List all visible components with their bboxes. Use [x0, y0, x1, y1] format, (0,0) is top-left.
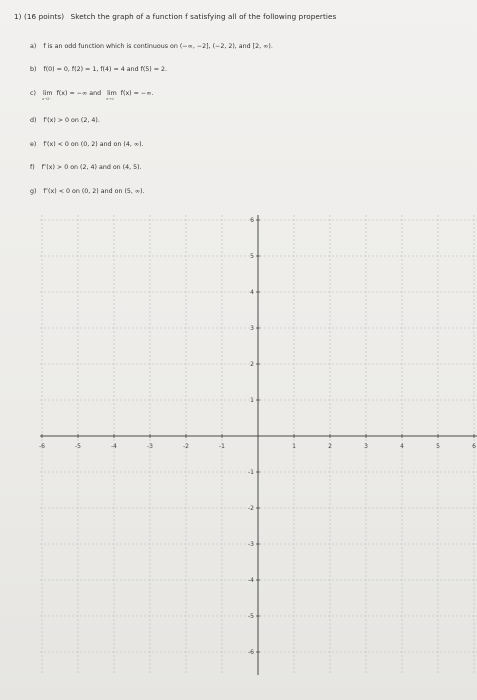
- property-text: f(x) = −∞ and: [56, 90, 102, 97]
- property-text: f(0) = 0, f(2) = 1, f(4) = 4 and f(5) = 2.: [43, 66, 168, 73]
- property-text: f″(x) < 0 on (0, 2) and on (5, ∞).: [43, 188, 145, 195]
- y-tick-label: -1: [248, 469, 254, 476]
- property-label: d): [30, 117, 37, 124]
- property-label: a): [30, 43, 37, 50]
- y-tick-label: -6: [248, 649, 254, 656]
- question-points: (16 points): [23, 12, 65, 21]
- x-tick-label: -1: [219, 443, 225, 450]
- y-tick-label: 1: [250, 397, 254, 404]
- x-tick-label: -5: [75, 443, 81, 450]
- x-tick-label: -6: [39, 443, 45, 450]
- question-number: 1): [14, 12, 22, 21]
- property-label: c): [30, 90, 36, 97]
- property-label: f): [30, 164, 35, 171]
- y-tick-label: -5: [248, 613, 254, 620]
- axes: [40, 215, 477, 675]
- property-text: f′(x) < 0 on (0, 2) and on (4, ∞).: [43, 141, 144, 148]
- y-tick-label: 6: [250, 217, 254, 224]
- property-label: b): [30, 66, 37, 73]
- limit-subscript: x→2⁻: [41, 97, 52, 101]
- y-tick-label: 2: [250, 361, 254, 368]
- x-tick-label: -4: [111, 443, 117, 450]
- x-tick-label: 3: [364, 443, 368, 450]
- x-tick-label: -2: [183, 443, 189, 450]
- y-tick-label: 3: [250, 325, 254, 332]
- x-tick-label: 5: [436, 443, 440, 450]
- property-text: f is an odd function which is continuous on (−∞, −2], (−2, 2), and [2, ∞).: [43, 43, 273, 50]
- y-tick-label: -4: [248, 577, 254, 584]
- x-tick-label: 1: [292, 443, 296, 450]
- property-text: f′(x) > 0 on (2, 4).: [43, 117, 100, 124]
- x-tick-label: 2: [328, 443, 332, 450]
- property-label: g): [30, 188, 37, 195]
- limit-subscript: x→∞: [106, 97, 115, 101]
- question-prompt: Sketch the graph of a function f satisfying all of the following properties: [70, 12, 337, 21]
- limit-word: lim: [42, 90, 53, 97]
- y-tick-label: -2: [248, 505, 254, 512]
- property-label: e): [30, 141, 37, 148]
- property-text: f″(x) > 0 on (2, 4) and on (4, 5).: [41, 164, 142, 171]
- y-tick-label: 5: [250, 253, 254, 260]
- y-tick-label: 4: [250, 289, 254, 296]
- x-tick-label: 4: [400, 443, 404, 450]
- x-tick-label: -3: [147, 443, 153, 450]
- limit-word: lim: [107, 90, 117, 97]
- y-tick-label: -3: [248, 541, 254, 548]
- x-tick-label: 6: [472, 443, 476, 450]
- property-text: f(x) = −∞.: [120, 90, 154, 97]
